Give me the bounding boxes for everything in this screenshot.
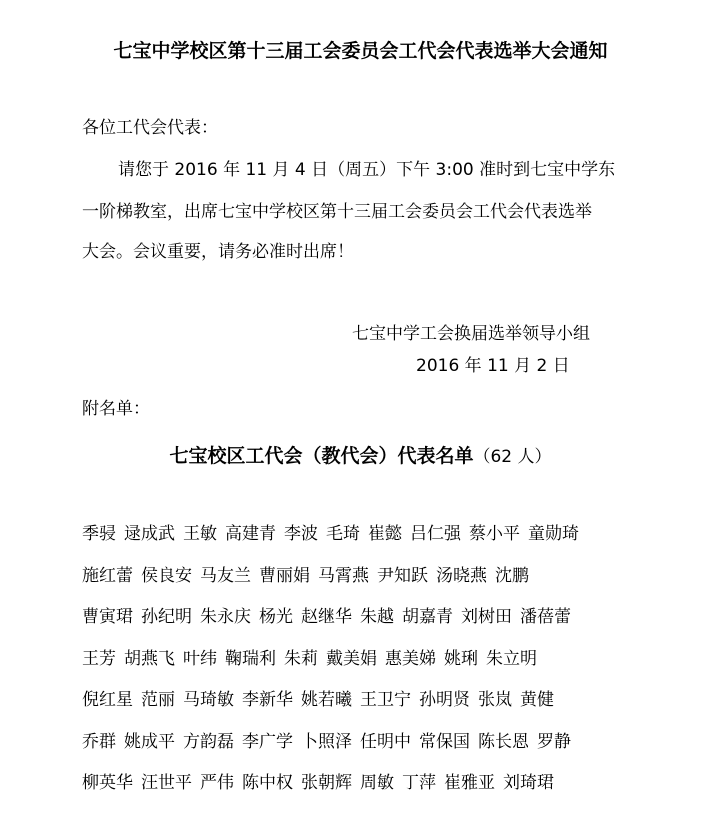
representative-name: 孙纪明 bbox=[141, 607, 192, 627]
representative-name: 姚若曦 bbox=[301, 690, 352, 710]
representative-name: 李新华 bbox=[242, 690, 293, 710]
representative-name: 朱莉 bbox=[284, 649, 318, 669]
representative-name: 崔懿 bbox=[368, 524, 402, 544]
representative-name: 崔雅亚 bbox=[444, 773, 495, 793]
representative-name: 鞠瑞利 bbox=[225, 649, 276, 669]
representative-name: 丁萍 bbox=[402, 773, 436, 793]
representative-name: 罗静 bbox=[537, 732, 571, 752]
name-row bbox=[82, 690, 562, 710]
representative-name: 方韵磊 bbox=[183, 732, 234, 752]
representative-name: 沈鹏 bbox=[495, 566, 529, 586]
paragraph-line-1: 请您于 2016 年 11 月 4 日（周五）下午 3:00 准时到七宝中学东 bbox=[118, 160, 616, 180]
representative-name: 尹知跃 bbox=[377, 566, 428, 586]
representative-name: 姚成平 bbox=[124, 732, 175, 752]
signature: 七宝中学工会换届选举领导小组 bbox=[352, 324, 590, 344]
representative-name: 胡燕飞 bbox=[124, 649, 175, 669]
name-row bbox=[82, 607, 579, 627]
representative-name: 陈中权 bbox=[242, 773, 293, 793]
paragraph-line-2: 一阶梯教室，出席七宝中学校区第十三届工会委员会工代会代表选举 bbox=[82, 202, 592, 222]
representative-name: 高建青 bbox=[225, 524, 276, 544]
representative-name: 季骎 bbox=[82, 524, 116, 544]
representative-name: 王卫宁 bbox=[360, 690, 411, 710]
representative-name: 叶纬 bbox=[183, 649, 217, 669]
name-row bbox=[82, 566, 537, 586]
representative-name: 严伟 bbox=[200, 773, 234, 793]
representative-name: 朱立明 bbox=[486, 649, 537, 669]
representative-name: 赵继华 bbox=[301, 607, 352, 627]
representative-name: 倪红星 bbox=[82, 690, 133, 710]
representative-name: 任明中 bbox=[360, 732, 411, 752]
salutation: 各位工代会代表： bbox=[82, 118, 218, 138]
representative-name: 柳英华 bbox=[82, 773, 133, 793]
representative-name: 张朝辉 bbox=[301, 773, 352, 793]
representative-name: 曹寅珺 bbox=[82, 607, 133, 627]
representative-name: 马友兰 bbox=[200, 566, 251, 586]
representative-name: 刘琦珺 bbox=[503, 773, 554, 793]
representative-name: 马霄燕 bbox=[318, 566, 369, 586]
representative-name: 蔡小平 bbox=[469, 524, 520, 544]
representative-name: 童勋琦 bbox=[528, 524, 579, 544]
representative-name: 朱越 bbox=[360, 607, 394, 627]
representative-name: 马琦敏 bbox=[183, 690, 234, 710]
representative-name: 李广学 bbox=[242, 732, 293, 752]
representative-name: 周敏 bbox=[360, 773, 394, 793]
list-count: （62 人） bbox=[473, 447, 552, 467]
list-title bbox=[0, 441, 721, 468]
representative-name: 陈长恩 bbox=[478, 732, 529, 752]
name-row bbox=[82, 649, 545, 669]
representative-name: 卜照泽 bbox=[301, 732, 352, 752]
representative-name: 侯良安 bbox=[141, 566, 192, 586]
notice-date: 2016 年 11 月 2 日 bbox=[416, 356, 570, 376]
representative-name: 吕仁强 bbox=[410, 524, 461, 544]
representative-name: 刘树田 bbox=[461, 607, 512, 627]
representative-name: 姚琍 bbox=[444, 649, 478, 669]
representative-name: 曹丽娟 bbox=[259, 566, 310, 586]
name-row bbox=[82, 732, 579, 752]
representative-name: 王敏 bbox=[183, 524, 217, 544]
representative-name: 汤晓燕 bbox=[436, 566, 487, 586]
representative-name: 戴美娟 bbox=[326, 649, 377, 669]
representative-name: 汪世平 bbox=[141, 773, 192, 793]
representative-name: 王芳 bbox=[82, 649, 116, 669]
representative-name: 孙明贤 bbox=[419, 690, 470, 710]
representative-name: 胡嘉青 bbox=[402, 607, 453, 627]
paragraph-line-3: 大会。会议重要，请务必准时出席！ bbox=[82, 242, 354, 262]
representative-name: 范丽 bbox=[141, 690, 175, 710]
representative-name: 毛琦 bbox=[326, 524, 360, 544]
representative-name: 施红蕾 bbox=[82, 566, 133, 586]
name-row bbox=[82, 773, 562, 793]
name-row bbox=[82, 524, 587, 544]
representative-name: 常保国 bbox=[419, 732, 470, 752]
attachment-label: 附名单： bbox=[82, 399, 150, 419]
representative-name: 惠美娣 bbox=[385, 649, 436, 669]
representative-name: 黄健 bbox=[520, 690, 554, 710]
representative-name: 张岚 bbox=[478, 690, 512, 710]
list-title-text: 七宝校区工代会（教代会）代表名单 bbox=[169, 445, 474, 467]
representative-name: 潘蓓蕾 bbox=[520, 607, 571, 627]
representative-name: 逯成武 bbox=[124, 524, 175, 544]
representative-name: 乔群 bbox=[82, 732, 116, 752]
representative-name: 李波 bbox=[284, 524, 318, 544]
representative-name: 杨光 bbox=[259, 607, 293, 627]
representative-name: 朱永庆 bbox=[200, 607, 251, 627]
notice-title: 七宝中学校区第十三届工会委员会工代会代表选举大会通知 bbox=[113, 40, 608, 62]
